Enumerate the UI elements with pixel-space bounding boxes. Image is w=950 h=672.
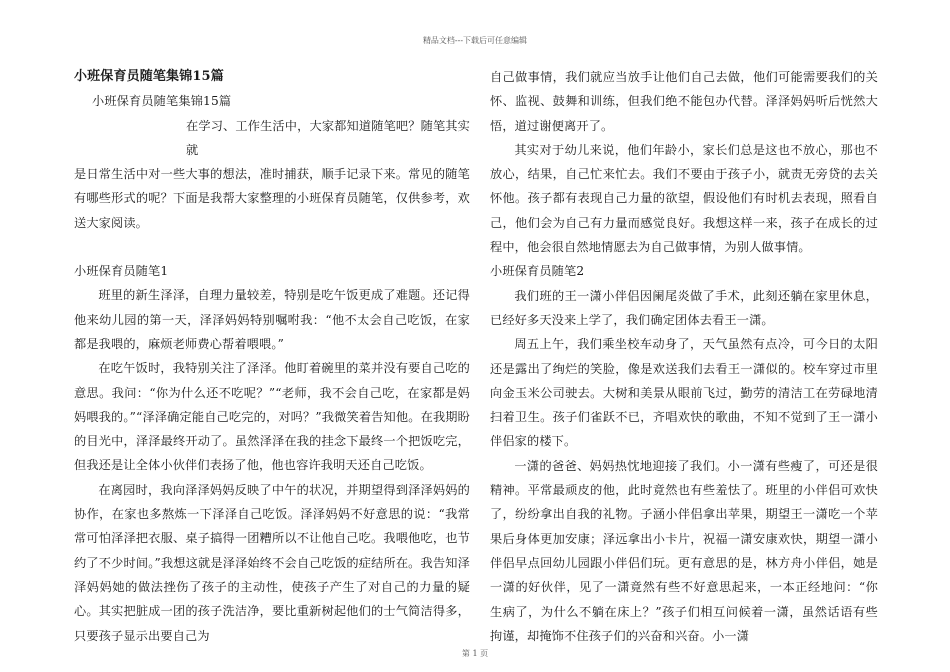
document-subtitle: 小班保育员随笔集锦15篇 [92,94,232,109]
page-header: 精品文档---下载后可任意编辑 [422,36,528,45]
intro-paragraph: 是日常生活中对一些大事的想法，准时捕获，顺手记录下来。常见的随笔有哪些形式的呢？下面是我帮大家整理的小班保育员随笔，仅供参考，欢送大家阅读。 [74,167,470,230]
intro-first-line: 在学习、工作生活中，大家都知道随笔吧？随笔其实就 [186,118,470,157]
body-paragraph-continued: 自己做事情，我们就应当放手让他们自己去做，他们可能需要我们的关怀、监视、鼓舞和训练，但我们绝不能包办代替。泽泽妈妈听后恍然大悟，道过谢便离开了。 [490,70,878,133]
body-paragraph: 其实对于幼儿来说，他们年龄小，家长们总是这也不放心，那也不放心，结果，自己忙来忙去。我们不要由于孩子小，就责无旁贷的去关怀他。孩子都有表现自己力量的欲望，假设他们有时机去表现，照看自己，他们会为自己有力量而感觉良好。我想这样一来，孩子在成长的过程中，他会很自然地情愿去为自己做事情，为别人做事情。 [490,142,878,255]
left-column [74,65,470,648]
body-paragraph: 一潇的爸爸、妈妈热忱地迎接了我们。小一潇有些瘦了，可还是很精神。平常最顽皮的他，此时竟然也有些羞怯了。班里的小伴侣可欢快了，纷纷拿出自我的礼物。子涵小伴侣拿出苹果，期望王一潇吃一个苹果后身体更加安康；泽远拿出小卡片，祝福一潇安康欢快，期望一潇小伴侣早点回幼儿园跟小伴侣们玩。更有意思的是，林方舟小伴侣，她是一潇的好伙伴，见了一潇竟然有些不好意思起来，一本正经地问：“你生病了，为什么不躺在床上？”孩子们相互问候着一潇，虽然话语有些拘谨，却掩饰不住孩子们的兴奋和兴奋。小一潇 [490,458,878,643]
page-footer: 第 1 页 [461,649,489,658]
spacer [74,235,470,259]
section-heading-1: 小班保育员随笔1 [74,264,169,279]
document-title: 小班保育员随笔集锦15篇 [74,69,224,84]
section-heading-2: 小班保育员随笔2 [490,264,585,279]
body-paragraph: 在吃午饭时，我特别关注了泽泽。他盯着碗里的菜并没有要自己吃的意思。我问：“你为什么还不吃呢？”“老师，我不会自己吃，在家都是妈妈喂我的。”“泽泽确定能自己吃完的，对吗？”我微笑着告知他。在我期盼的目光中，泽泽最终开动了。虽然泽泽在我的挂念下最终一个把饭吃完，但我还是让全体小伙伴们表扬了他，他也容许我明天还自己吃饭。 [74,361,470,473]
body-paragraph: 班里的新生泽泽，自理力量较差，特别是吃午饭更成了难题。还记得他来幼儿园的第一天，泽泽妈妈特别嘱咐我：“他不太会自己吃饭，在家都是我喂的，麻烦老师费心帮着喂喂。” [74,288,470,351]
body-paragraph: 周五上午，我们乘坐校车动身了，天气虽然有点冷，可今日的太阳还是露出了绚烂的笑脸，像是欢送我们去看王一潇似的。校车穿过市里向金玉米公司驶去。大树和美景从眼前飞过，勤劳的清洁工在劳碌地清扫着卫生。孩子们雀跃不已，齐唱欢快的歌曲，不知不觉到了王一潇小伴侣家的楼下。 [490,337,878,449]
body-paragraph: 在离园时，我向泽泽妈妈反映了中午的状况，并期望得到泽泽妈妈的协作，在家也多熬炼一下泽泽自己吃饭。泽泽妈妈不好意思的说：“我常常可怕泽泽把衣服、桌子搞得一团糟所以不让他自己吃。我喂他吃，也节约了不少时间。”我想这就是泽泽始终不会自己吃饭的症结所在。我告知泽泽妈妈她的做法挫伤了孩子的主动性，使孩子产生了对自己的力量的疑心。其实把脏成一团的孩子洗洁净，要比重新树起他们的士气简洁得多，只要孩子显示出要自己为 [74,482,470,643]
body-paragraph: 我们班的王一潇小伴侣因阑尾炎做了手术，此刻还躺在家里休息，已经好多天没来上学了，我们确定团体去看王一潇。 [490,288,878,327]
right-column [490,65,878,648]
